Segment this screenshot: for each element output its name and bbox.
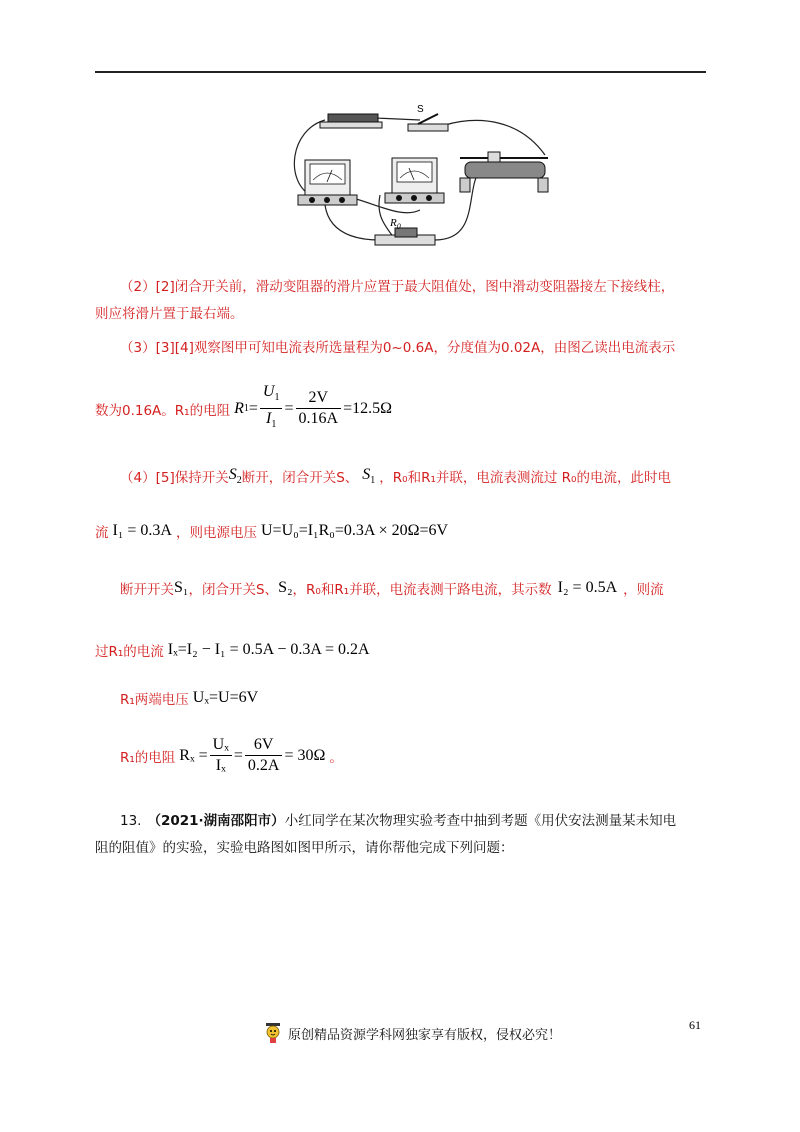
p4-line3: 断开开关 S₁ ，闭合开关S、 S₂ ，R₀和R₁并联，电流表测干路电流，其示数 I₂ = 0.5A ，则流 bbox=[120, 579, 664, 598]
q13-line1: 13. （2021·湖南邵阳市）小红同学在某次物理实验考查中抽到考题《用伏安法测量某未知电 bbox=[120, 813, 677, 829]
footer-text: 原创精品资源学科网独家享有版权，侵权必究！ bbox=[288, 1027, 562, 1043]
p4-line5: R₁两端电压 Uₓ=U=6V bbox=[120, 689, 259, 708]
resistor-label: $R_0$ bbox=[390, 217, 401, 231]
switch-label: S bbox=[417, 104, 424, 115]
p3-equation: R 1 = $\frac{U_1}{I_1}$ = $\frac{2V}{0.16A}$ =12.5Ω bbox=[234, 383, 392, 431]
p4-line4: 过R₁的电流 Iₓ=I₂ − I₁ = 0.5A − 0.3A = 0.2A bbox=[95, 641, 370, 660]
header-rule bbox=[95, 71, 706, 73]
page-number: 61 bbox=[689, 1018, 701, 1032]
footer bbox=[262, 1022, 561, 1044]
circuit-figure bbox=[280, 100, 550, 250]
mascot-icon bbox=[262, 1022, 284, 1044]
p3-line1: （3）[3][4]观察图甲可知电流表所选量程为0~0.6A，分度值为0.02A，由图乙读出电流表示 bbox=[120, 340, 676, 356]
p4-line2: 流 I₁ = 0.3A ，则电源电压 U=U₀=I₁R₀=0.3A × 20Ω=6V bbox=[95, 522, 449, 541]
p4-line6: R₁的电阻 Rₓ = $\frac{\text{Uₓ}}{\text{Iₓ}}$ = $\frac{6V}{0.2A}$ = 30Ω 。 bbox=[120, 736, 343, 774]
p3-line2 bbox=[95, 382, 392, 435]
q13-line2: 阻的阻值》的实验，实验电路图如图甲所示，请你帮他完成下列问题： bbox=[95, 840, 514, 856]
p4-line1: （4）[5]保持开关 $S_2$ 断开，闭合开关S、 $S_1$ ，R₀和R₁并联，电流表测流过 R₀的电流，此时电 bbox=[120, 466, 671, 487]
p2-line1: （2）[2]闭合开关前，滑动变阻器的滑片应置于最大阻值处，图中滑动变阻器接左下接线柱， bbox=[120, 279, 675, 295]
p2-line2: 则应将滑片置于最右端。 bbox=[95, 306, 244, 322]
p3-line2-text: 数为0.16A。R₁的电阻 bbox=[95, 402, 231, 419]
